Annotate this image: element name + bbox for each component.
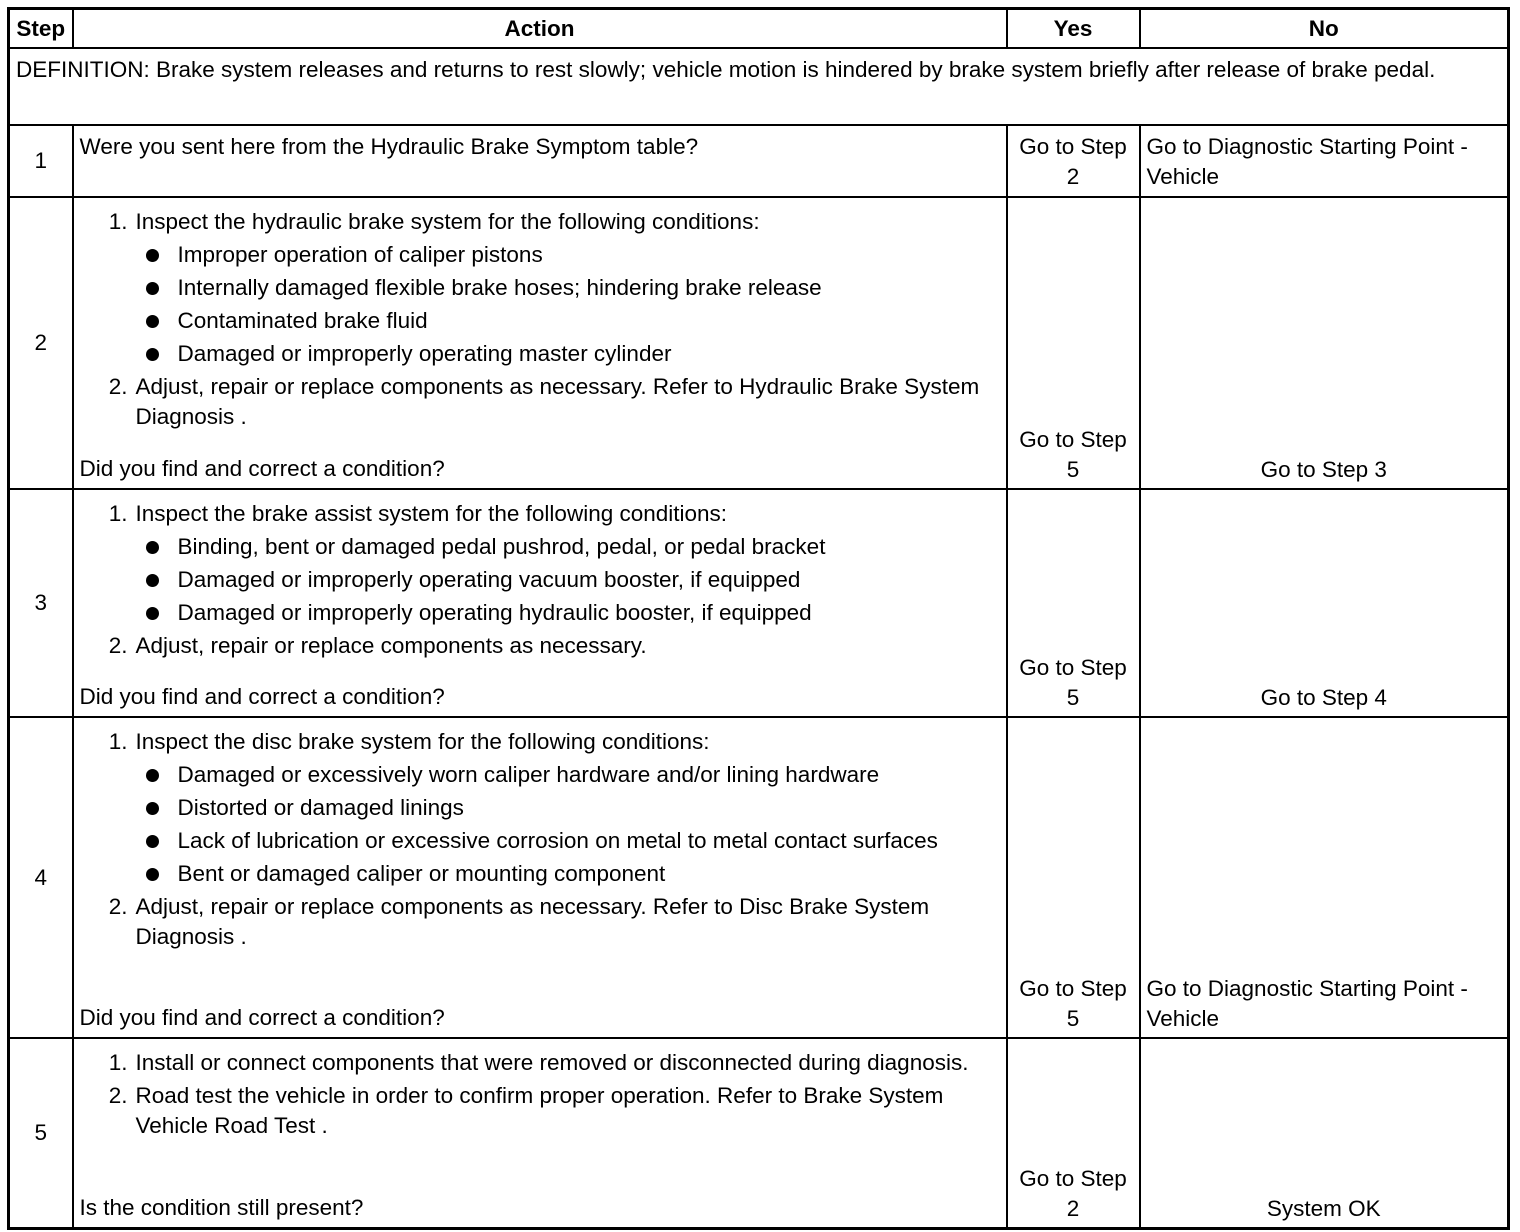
step-text: Inspect the brake assist system for the following conditions: xyxy=(135,501,728,526)
action-question: Did you find and correct a condition? xyxy=(79,1005,445,1030)
header-yes: Yes xyxy=(1007,9,1140,49)
step-index: 1. xyxy=(108,501,128,526)
bullet-item xyxy=(80,240,1000,270)
numbered-step xyxy=(80,207,1000,237)
header-no: No xyxy=(1140,9,1509,49)
action-content xyxy=(74,198,1006,488)
no-result: Go to Diagnostic Starting Point - Vehicle xyxy=(1140,125,1509,197)
action-cell xyxy=(73,489,1007,717)
action-content xyxy=(74,490,1006,716)
action-cell xyxy=(73,197,1007,489)
bullet-text: Internally damaged flexible brake hoses; hindering brake release xyxy=(177,275,822,300)
step-text: Inspect the hydraulic brake system for the following conditions: xyxy=(135,209,760,234)
step-index: 1. xyxy=(108,209,128,234)
step-number: 3 xyxy=(9,489,73,717)
bullet-text: Improper operation of caliper pistons xyxy=(177,242,543,267)
bullet-text: Damaged or improperly operating hydraulic booster, if equipped xyxy=(177,600,812,625)
step-index: 1. xyxy=(108,1050,128,1075)
step-text: Inspect the disc brake system for the following conditions: xyxy=(135,729,710,754)
bullet-icon xyxy=(144,273,178,303)
bullet-item xyxy=(80,793,1000,823)
header-row xyxy=(9,9,1509,49)
action-question: Did you find and correct a condition? xyxy=(79,456,445,481)
step-index: 1. xyxy=(108,729,128,754)
action-steps xyxy=(80,724,1000,952)
bullet-icon xyxy=(144,760,178,790)
action-question: Is the condition still present? xyxy=(79,1195,364,1220)
action-content xyxy=(74,1039,1006,1227)
bullet-text: Lack of lubrication or excessive corrosion on metal to metal contact surfaces xyxy=(177,828,938,853)
diagnostic-table xyxy=(7,7,1510,1230)
bullet-icon xyxy=(144,565,178,595)
numbered-step xyxy=(80,892,1000,952)
action-content xyxy=(74,718,1006,1037)
action-content xyxy=(74,126,1006,196)
step-text: Adjust, repair or replace components as necessary. Refer to Hydraulic Brake System Diagnosis . xyxy=(135,374,980,429)
bullet-text: Damaged or improperly operating vacuum booster, if equipped xyxy=(177,567,801,592)
step-index: 2. xyxy=(108,1083,128,1108)
bullet-text: Distorted or damaged linings xyxy=(177,795,464,820)
action-cell xyxy=(73,717,1007,1038)
bullet-item xyxy=(80,306,1000,336)
bullet-text: Bent or damaged caliper or mounting component xyxy=(177,861,666,886)
bullet-item xyxy=(80,859,1000,889)
step-index: 2. xyxy=(108,894,128,919)
step-number: 1 xyxy=(9,125,73,197)
numbered-step xyxy=(80,1081,1000,1141)
step-number: 2 xyxy=(9,197,73,489)
action-question: Did you find and correct a condition? xyxy=(79,684,445,709)
bullet-item xyxy=(80,273,1000,303)
step-text: Road test the vehicle in order to confirm proper operation. Refer to Brake System Vehicle Road Test . xyxy=(135,1083,944,1138)
numbered-step xyxy=(80,372,1000,432)
step-number: 5 xyxy=(9,1038,73,1229)
action-steps xyxy=(80,204,1000,432)
numbered-step xyxy=(80,727,1000,757)
step-index: 2. xyxy=(108,633,128,658)
header-action: Action xyxy=(73,9,1007,49)
bullet-icon xyxy=(144,306,178,336)
bullet-icon xyxy=(144,793,178,823)
action-steps xyxy=(80,496,1000,661)
definition-text: DEFINITION: Brake system releases and returns to rest slowly; vehicle motion is hindered by brake system briefly after release of brake pedal. xyxy=(9,48,1509,125)
action-cell xyxy=(73,125,1007,197)
bullet-icon xyxy=(144,598,178,628)
bullet-icon xyxy=(144,532,178,562)
bullet-item xyxy=(80,339,1000,369)
bullet-icon xyxy=(144,859,178,889)
bullet-text: Damaged or improperly operating master cylinder xyxy=(177,341,672,366)
step-row-1 xyxy=(9,125,1509,197)
header-step: Step xyxy=(9,9,73,49)
definition-row xyxy=(9,48,1509,125)
action-steps xyxy=(80,1045,1000,1141)
yes-result: Go to Step 2 xyxy=(1007,1038,1140,1229)
step-row-4 xyxy=(9,717,1509,1038)
yes-result: Go to Step 5 xyxy=(1007,717,1140,1038)
no-result: System OK xyxy=(1140,1038,1509,1229)
bullet-item xyxy=(80,565,1000,595)
numbered-step xyxy=(80,631,1000,661)
step-text: Adjust, repair or replace components as necessary. Refer to Disc Brake System Diagnosis . xyxy=(135,894,930,949)
step-row-3 xyxy=(9,489,1509,717)
bullet-text: Damaged or excessively worn caliper hardware and/or lining hardware xyxy=(177,762,880,787)
action-cell xyxy=(73,1038,1007,1229)
step-text: Adjust, repair or replace components as necessary. xyxy=(135,633,647,658)
yes-result: Go to Step 5 xyxy=(1007,197,1140,489)
step-row-5 xyxy=(9,1038,1509,1229)
no-result: Go to Diagnostic Starting Point - Vehicle xyxy=(1140,717,1509,1038)
bullet-text: Binding, bent or damaged pedal pushrod, pedal, or pedal bracket xyxy=(177,534,826,559)
bullet-text: Contaminated brake fluid xyxy=(177,308,428,333)
bullet-icon xyxy=(144,240,178,270)
bullet-icon xyxy=(144,826,178,856)
action-text: Were you sent here from the Hydraulic Brake Symptom table? xyxy=(79,134,699,159)
numbered-step xyxy=(80,1048,1000,1078)
bullet-item xyxy=(80,760,1000,790)
bullet-icon xyxy=(144,339,178,369)
step-index: 2. xyxy=(108,374,128,399)
yes-result: Go to Step 5 xyxy=(1007,489,1140,717)
bullet-item xyxy=(80,826,1000,856)
numbered-step xyxy=(80,499,1000,529)
yes-result: Go to Step 2 xyxy=(1007,125,1140,197)
no-result: Go to Step 3 xyxy=(1140,197,1509,489)
step-text: Install or connect components that were removed or disconnected during diagnosis. xyxy=(135,1050,969,1075)
bullet-item xyxy=(80,532,1000,562)
step-row-2 xyxy=(9,197,1509,489)
step-number: 4 xyxy=(9,717,73,1038)
no-result: Go to Step 4 xyxy=(1140,489,1509,717)
bullet-item xyxy=(80,598,1000,628)
action-steps xyxy=(80,132,1000,162)
